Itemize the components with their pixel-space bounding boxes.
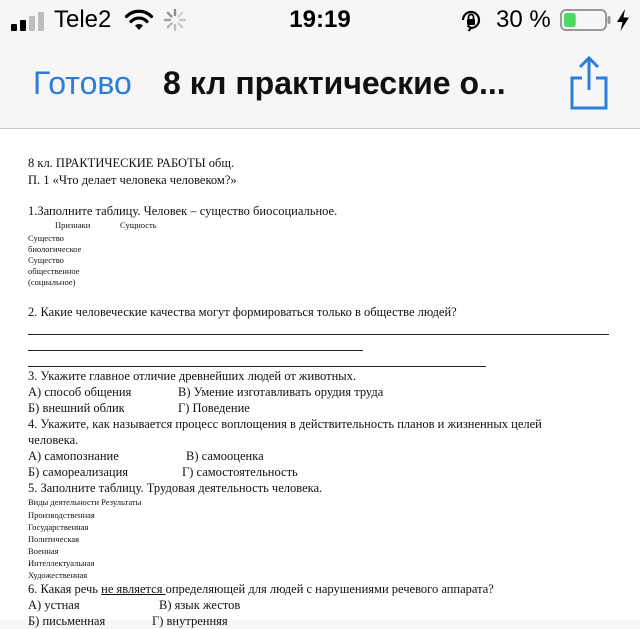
table1-header-essence: Сущность	[120, 220, 157, 230]
done-button[interactable]: Готово	[33, 65, 132, 101]
charging-bolt-icon	[616, 8, 630, 32]
battery-icon	[560, 8, 612, 32]
table5-row: Художественная	[28, 570, 88, 580]
table5-row: Производственная	[28, 510, 95, 520]
question-5: 5. Заполните таблицу. Трудовая деятельность человека.	[28, 481, 323, 495]
document-title: 8 кл практические о...	[163, 65, 506, 101]
answer-line	[28, 350, 363, 351]
q6-option-g: Г) внутренняя	[152, 614, 228, 628]
table1-row: общественное	[28, 266, 80, 276]
q4-option-a: А) самопознание	[28, 449, 119, 463]
table1-row: Существо	[28, 255, 64, 265]
q6-underlined-text: не является	[101, 582, 166, 596]
table5-row: Политическая	[28, 534, 80, 544]
q3-option-v: В) Умение изготавливать орудия труда	[178, 385, 384, 399]
question-3: 3. Укажите главное отличие древнейших людей от животных.	[28, 369, 357, 383]
document-page[interactable]	[0, 129, 640, 628]
status-bar	[0, 0, 640, 40]
table1-row: биологическое	[28, 244, 82, 254]
orientation-lock-icon	[459, 8, 483, 32]
doc-header: 8 кл. ПРАКТИЧЕСКИЕ РАБОТЫ общ.	[28, 156, 235, 170]
q3-option-g: Г) Поведение	[178, 401, 250, 415]
question-4-cont: человека.	[28, 433, 79, 447]
navigation-bar	[0, 40, 640, 129]
table5-row: Интеллектуальная	[28, 558, 95, 568]
q4-option-v: В) самооценка	[186, 449, 264, 463]
battery-percentage: 30 %	[496, 6, 551, 33]
table5-row: Военная	[28, 546, 59, 556]
q6-text-start: 6. Какая речь	[28, 582, 102, 596]
q6-option-a: А) устная	[28, 598, 80, 612]
question-6	[28, 582, 494, 597]
q6-option-v: В) язык жестов	[159, 598, 241, 612]
q3-option-b: Б) внешний облик	[28, 401, 125, 415]
answer-line	[28, 334, 609, 335]
table1-header-signs: Признаки	[55, 220, 91, 230]
q6-option-b: Б) письменная	[28, 614, 106, 628]
question-4: 4. Укажите, как называется процесс воплощения в действительность планов и жизненных целей	[28, 417, 542, 431]
q6-text-end: определяющей для людей с нарушениями речевого аппарата?	[165, 582, 494, 596]
q3-option-a: А) способ общения	[28, 385, 132, 399]
battery-level-fill	[564, 13, 576, 27]
answer-line	[28, 366, 486, 367]
clock: 19:19	[289, 6, 351, 33]
doc-subheader: П. 1 «Что делает человека человеком?»	[28, 173, 237, 187]
q4-option-g: Г) самостоятельность	[182, 465, 298, 479]
question-2: 2. Какие человеческие качества могут формироваться только в обществе людей?	[28, 305, 457, 319]
carrier-name: Tele2	[54, 6, 112, 33]
table5-row: Государственная	[28, 522, 89, 532]
table5-header: Виды деятельности Результаты	[28, 497, 142, 507]
table1-row: (социальное)	[28, 277, 76, 287]
share-icon[interactable]	[568, 56, 610, 110]
q4-option-b: Б) самореализация	[28, 465, 129, 479]
table1-row: Существо	[28, 233, 64, 243]
question-1: 1.Заполните таблицу. Человек – существо биосоциальное.	[28, 204, 338, 218]
